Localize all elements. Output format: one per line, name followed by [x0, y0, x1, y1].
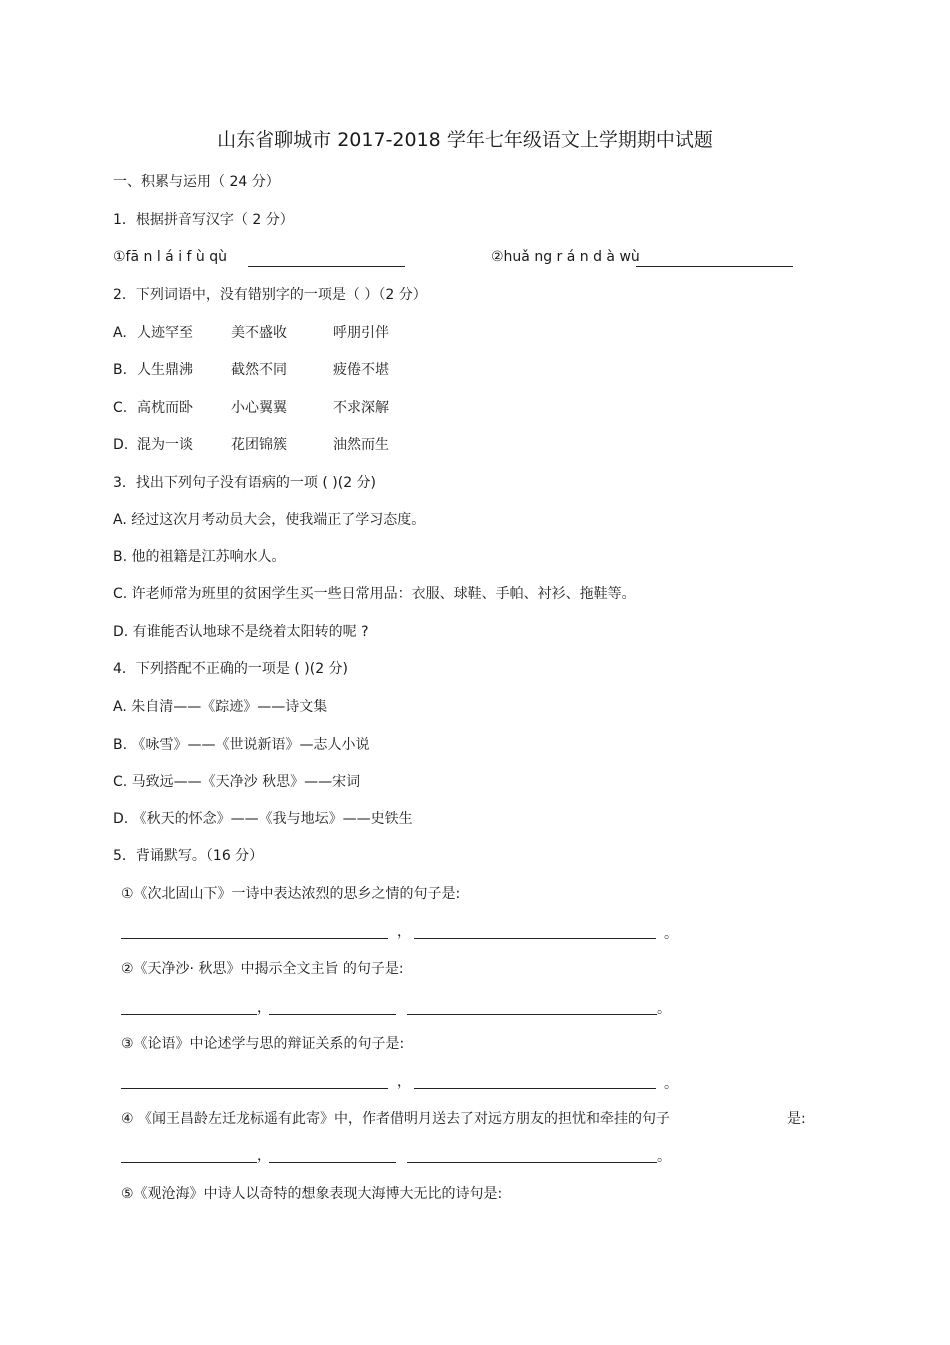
question-1: 1．根据拼音写汉字（ 2 分） — [113, 212, 294, 228]
pinyin-item-2: ②huǎ ng r á n d à wù — [491, 249, 640, 265]
comma: ， — [397, 924, 411, 940]
option-row-c — [113, 399, 389, 417]
option-word: 截然不同 — [231, 362, 287, 378]
question-3: 3．找出下列句子没有语病的一项 ( )(2 分) — [113, 475, 377, 491]
option-letter: A. — [113, 325, 127, 341]
option-word: 呼朋引伴 — [333, 325, 389, 341]
option-d: D. 有谁能否认地球不是绕着太阳转的呢 ? — [113, 624, 369, 640]
answer-blank[interactable] — [121, 938, 388, 939]
option-b: B. 他的祖籍是江苏响水人。 — [113, 549, 286, 565]
option-word: 不求深解 — [333, 400, 389, 416]
answer-blank[interactable] — [121, 1162, 257, 1163]
option-a: A. 朱自清——《踪迹》——诗文集 — [113, 699, 328, 715]
option-word: 疲倦不堪 — [333, 362, 389, 378]
option-word: 小心翼翼 — [231, 400, 287, 416]
question-4: 4．下列搭配不正确的一项是 ( )(2 分) — [113, 661, 349, 677]
answer-blank[interactable] — [248, 266, 405, 267]
option-row-d — [113, 436, 389, 454]
period: 。 — [657, 1001, 671, 1017]
recitation-prompt-2: ②《天净沙· 秋思》中揭示全文主旨 的句子是: — [121, 961, 404, 977]
option-word: 人迹罕至 — [137, 325, 193, 341]
recitation-prompt-3: ③《论语》中论述学与思的辩证关系的句子是: — [121, 1036, 405, 1052]
answer-blank[interactable] — [636, 266, 793, 267]
option-letter: D. — [113, 437, 129, 453]
period: 。 — [664, 1076, 678, 1092]
option-word: 高枕而卧 — [137, 400, 193, 416]
answer-blank[interactable] — [414, 938, 656, 939]
option-a: A. 经过这次月考动员大会，使我端正了学习态度。 — [113, 512, 426, 528]
answer-blank[interactable] — [269, 1014, 396, 1015]
option-letter: C. — [113, 400, 128, 416]
section-heading: 一、积累与运用（ 24 分） — [113, 174, 280, 190]
option-word: 油然而生 — [333, 437, 389, 453]
recitation-prompt-4: ④ 《闻王昌龄左迁龙标遥有此寄》中，作者借明月送去了对远方朋友的担忧和牵挂的句子 — [121, 1111, 670, 1127]
answer-blank[interactable] — [121, 1088, 388, 1089]
option-b: B. 《咏雪》——《世说新语》—志人小说 — [113, 737, 370, 753]
option-letter: B. — [113, 362, 128, 378]
option-row-b — [113, 361, 389, 379]
option-word: 花团锦簇 — [231, 437, 287, 453]
period: 。 — [664, 926, 678, 942]
answer-blank[interactable] — [407, 1014, 657, 1015]
recitation-prompt-4-end: 是: — [787, 1111, 806, 1127]
page-title: 山东省聊城市 2017-2018 学年七年级语文上学期期中试题 — [217, 129, 713, 151]
answer-blank[interactable] — [414, 1088, 656, 1089]
recitation-prompt-5: ⑤《观沧海》中诗人以奇特的想象表现大海博大无比的诗句是: — [121, 1186, 503, 1202]
comma: ， — [257, 1148, 271, 1164]
answer-blank[interactable] — [121, 1014, 257, 1015]
question-2: 2．下列词语中，没有错别字的一项是（ ）（2 分） — [113, 287, 427, 303]
recitation-prompt-1: ①《次北固山下》一诗中表达浓烈的思乡之情的句子是: — [121, 886, 461, 902]
pinyin-item-1: ①fā n l á i f ù qù — [113, 249, 228, 265]
option-c: C. 许老师常为班里的贫困学生买一些日常用品：衣服、球鞋、手帕、衬衫、拖鞋等。 — [113, 586, 636, 602]
comma: ， — [257, 1000, 271, 1016]
option-c: C. 马致远——《天净沙 秋思》——宋词 — [113, 774, 361, 790]
answer-blank[interactable] — [269, 1162, 396, 1163]
option-word: 美不盛收 — [231, 325, 287, 341]
answer-blank[interactable] — [407, 1162, 657, 1163]
period: 。 — [657, 1149, 671, 1165]
option-word: 混为一谈 — [137, 437, 193, 453]
option-word: 人生鼎沸 — [137, 362, 193, 378]
option-d: D. 《秋天的怀念》——《我与地坛》——史铁生 — [113, 811, 413, 827]
option-row-a — [113, 324, 389, 342]
question-5: 5．背诵默写。（16 分） — [113, 848, 264, 864]
comma: ， — [397, 1074, 411, 1090]
